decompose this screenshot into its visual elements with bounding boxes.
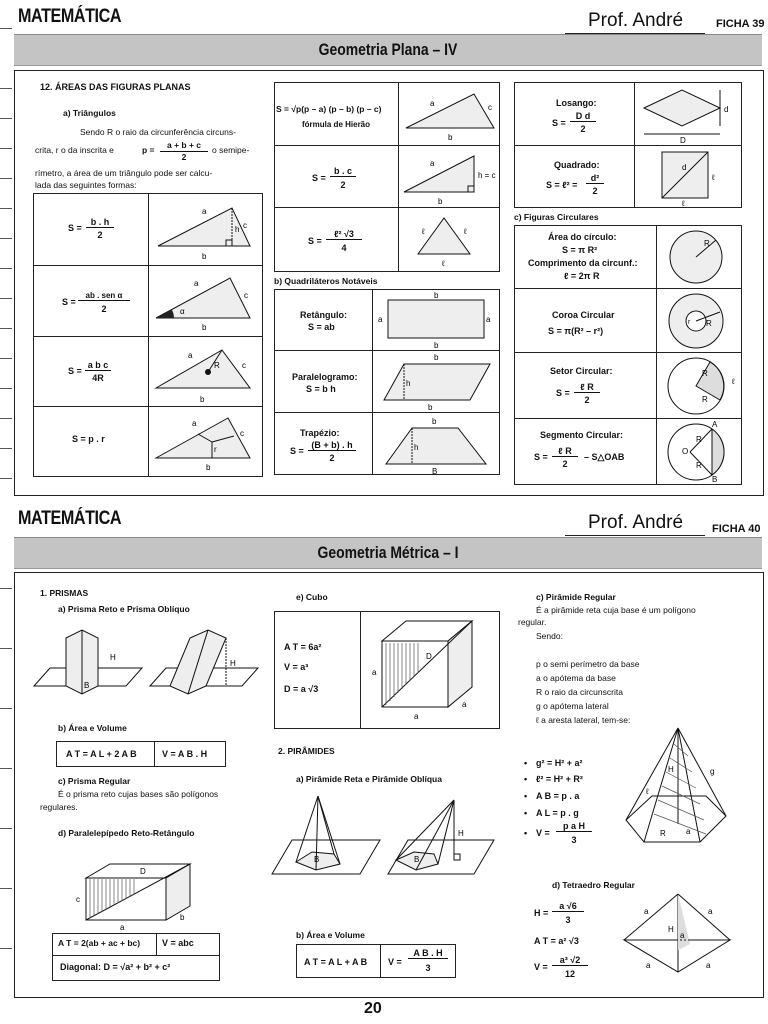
sector-label: Setor Circular: bbox=[550, 366, 613, 376]
formula-den: 4 bbox=[341, 243, 347, 253]
margin-mark bbox=[0, 238, 12, 239]
svg-text:d: d bbox=[724, 105, 729, 114]
pyramids-diagram bbox=[268, 790, 496, 890]
svg-text:R: R bbox=[702, 395, 708, 404]
trapezoid-den: 2 bbox=[329, 453, 335, 463]
circumference-formula: ℓ = 2π R bbox=[564, 271, 600, 281]
prisms-heading: 1. PRISMAS bbox=[40, 588, 89, 598]
cube-diagonal: D = a √3 bbox=[284, 684, 319, 694]
svg-text:g: g bbox=[710, 767, 715, 776]
svg-text:R: R bbox=[704, 239, 710, 248]
svg-text:a: a bbox=[708, 907, 713, 916]
margin-mark bbox=[0, 448, 12, 449]
svg-text:a: a bbox=[646, 961, 651, 970]
regular-pyramid-formula: A L = p . g bbox=[536, 808, 579, 818]
regular-pyramid-text: regular. bbox=[518, 617, 547, 627]
svg-text:c: c bbox=[243, 221, 247, 230]
margin-mark bbox=[0, 828, 12, 829]
svg-text:a: a bbox=[192, 419, 197, 428]
regular-pyramid-formula: ℓ² = H² + R² bbox=[536, 774, 583, 784]
parallelepiped-area: A T = 2(ab + ac + bc) bbox=[58, 938, 141, 948]
pyramid-area: A T = A L + A B bbox=[304, 957, 368, 967]
svg-text:R: R bbox=[214, 361, 220, 370]
divider bbox=[656, 225, 657, 485]
triangles-text: rímetro, a área de um triângulo pode ser calcu- bbox=[35, 168, 213, 178]
svg-text:ℓ: ℓ bbox=[422, 227, 425, 236]
tetrahedron-vol-num: a³ √2 bbox=[552, 955, 588, 966]
margin-mark bbox=[0, 298, 12, 299]
regular-pyramid-def: a o apótema da base bbox=[536, 673, 616, 683]
margin-mark bbox=[0, 588, 12, 589]
triangles-text: Sendo R o raio da circunferência circuns- bbox=[80, 127, 236, 137]
svg-text:a: a bbox=[120, 923, 125, 932]
parallelogram-diagram bbox=[374, 352, 498, 412]
margin-mark bbox=[0, 708, 12, 709]
divider bbox=[154, 741, 155, 767]
rhombus-den: 2 bbox=[580, 124, 586, 134]
parallelepiped-diagram bbox=[76, 862, 200, 934]
tetrahedron-area: A T = a² √3 bbox=[534, 936, 579, 946]
circular-heading: c) Figuras Circulares bbox=[514, 212, 599, 222]
divider bbox=[274, 207, 500, 208]
margin-mark bbox=[0, 118, 12, 119]
divider bbox=[274, 350, 500, 351]
formula-lhs: V = bbox=[534, 962, 548, 972]
regular-prism-text: regulares. bbox=[40, 802, 78, 812]
rectangle-diagram bbox=[374, 290, 498, 350]
title-band bbox=[14, 537, 762, 569]
formula-lhs: S = bbox=[534, 452, 548, 462]
triangle-inradius-diagram bbox=[150, 410, 262, 476]
svg-text:b: b bbox=[202, 323, 207, 332]
pyramid-vol-den: 3 bbox=[425, 963, 431, 973]
subject-title: MATEMÁTICA bbox=[18, 6, 122, 27]
divider bbox=[274, 412, 500, 413]
svg-text:H: H bbox=[230, 659, 236, 668]
regular-pyramid-vol-den: 3 bbox=[571, 835, 577, 845]
rhombus-diagram bbox=[636, 84, 742, 144]
svg-text:B: B bbox=[712, 475, 718, 484]
heron-label: fórmula de Hierão bbox=[302, 120, 371, 129]
circle-area-formula: S = π R² bbox=[562, 245, 598, 255]
svg-text:a: a bbox=[202, 207, 207, 216]
segment-label: Segmento Circular: bbox=[540, 430, 624, 440]
svg-text:a: a bbox=[430, 159, 435, 168]
prisms-diagram bbox=[30, 620, 262, 708]
regular-pyramid-diagram bbox=[618, 724, 742, 854]
divider bbox=[514, 145, 742, 146]
svg-text:B: B bbox=[84, 681, 90, 690]
ficha-number: FICHA 40 bbox=[712, 523, 761, 535]
svg-text:B: B bbox=[432, 467, 438, 476]
svg-text:a: a bbox=[414, 712, 419, 721]
subject-title: MATEMÁTICA bbox=[18, 508, 122, 529]
svg-text:c: c bbox=[240, 429, 244, 438]
svg-text:d: d bbox=[682, 163, 687, 172]
rhombus-name: Losango: bbox=[556, 98, 597, 108]
svg-text:a: a bbox=[680, 931, 685, 940]
svg-text:a: a bbox=[372, 668, 377, 677]
margin-mark bbox=[0, 328, 12, 329]
svg-text:D: D bbox=[426, 652, 432, 661]
formula-den: 2 bbox=[340, 180, 346, 190]
tetrahedron-diagram bbox=[618, 888, 742, 988]
regular-pyramid-def: R o raio da circunscrita bbox=[536, 687, 623, 697]
square-num: d² bbox=[586, 173, 604, 184]
formula-lhs: V = bbox=[388, 957, 402, 967]
svg-text:H: H bbox=[110, 653, 116, 662]
tetrahedron-height-num: a √6 bbox=[552, 901, 584, 912]
formula-lhs: V = bbox=[536, 828, 550, 838]
segment-triangle-term: – S△OAB bbox=[584, 452, 625, 462]
sector-den: 2 bbox=[584, 395, 590, 405]
svg-text:R: R bbox=[696, 435, 702, 444]
svg-text:R: R bbox=[660, 829, 666, 838]
svg-text:b: b bbox=[206, 463, 211, 472]
divider bbox=[514, 352, 742, 353]
divider bbox=[380, 944, 381, 978]
svg-text:r: r bbox=[214, 445, 217, 454]
formula-den: 4R bbox=[92, 373, 104, 383]
svg-text:α: α bbox=[180, 307, 185, 316]
margin-mark bbox=[0, 768, 12, 769]
pyramids-heading: 2. PIRÂMIDES bbox=[278, 746, 335, 756]
prism-area-formula: A T = A L + 2 A B bbox=[66, 749, 137, 759]
sector-diagram bbox=[658, 354, 742, 418]
formula-lhs: S = bbox=[556, 388, 570, 398]
trapezoid-diagram bbox=[374, 414, 498, 476]
divider bbox=[514, 418, 742, 419]
divider bbox=[514, 288, 742, 289]
area-volume-heading: b) Área e Volume bbox=[58, 723, 127, 733]
regular-pyramid-text: É a pirâmide reta cuja base é um polígono bbox=[536, 605, 696, 615]
margin-mark bbox=[0, 388, 12, 389]
regular-prism-heading: c) Prisma Regular bbox=[58, 776, 131, 786]
title-band bbox=[14, 34, 762, 66]
svg-text:R: R bbox=[706, 319, 712, 328]
segment-diagram bbox=[658, 420, 742, 484]
rectangle-formula: S = ab bbox=[308, 322, 335, 332]
svg-text:ℓ: ℓ bbox=[464, 227, 467, 236]
perimeter-label: p = bbox=[142, 145, 155, 155]
margin-mark bbox=[0, 888, 12, 889]
cube-heading: e) Cubo bbox=[296, 592, 328, 602]
svg-text:h: h bbox=[235, 225, 240, 234]
annulus-diagram bbox=[658, 290, 742, 352]
formula-num: ab . sen α bbox=[78, 291, 130, 301]
bullet: • bbox=[524, 808, 528, 818]
cube-area: A T = 6a² bbox=[284, 642, 322, 652]
regular-pyramid-def: p o semi perímetro da base bbox=[536, 659, 640, 669]
svg-text:a: a bbox=[462, 700, 467, 709]
svg-text:B: B bbox=[314, 855, 320, 864]
svg-text:h: h bbox=[406, 379, 411, 388]
parallelogram-formula: S = b h bbox=[306, 384, 336, 394]
svg-text:b: b bbox=[438, 197, 443, 206]
svg-text:h: h bbox=[414, 443, 419, 452]
bullet: • bbox=[524, 791, 528, 801]
svg-text:O: O bbox=[682, 447, 689, 456]
svg-text:H: H bbox=[458, 829, 464, 838]
svg-text:a: a bbox=[486, 315, 491, 324]
regular-prism-text: É o prisma reto cujas bases são polígonos bbox=[58, 789, 219, 799]
pyramids-subheading: a) Pirâmide Reta e Pirâmide Oblíqua bbox=[296, 774, 442, 784]
parallelepiped-heading: d) Paralelepípedo Reto-Retângulo bbox=[58, 828, 195, 838]
triangles-text: lada das seguintes formas: bbox=[35, 180, 137, 190]
svg-text:B: B bbox=[414, 855, 420, 864]
svg-text:h = c: h = c bbox=[478, 171, 496, 180]
svg-text:H: H bbox=[668, 925, 674, 934]
trapezoid-num: (B + b) . h bbox=[308, 440, 356, 451]
triangle-sine-diagram bbox=[150, 270, 262, 336]
divider bbox=[372, 289, 373, 475]
formula-lhs: S = bbox=[68, 366, 82, 376]
bullet: • bbox=[524, 774, 528, 784]
sector-num: ℓ R bbox=[574, 382, 600, 393]
svg-text:c: c bbox=[244, 291, 248, 300]
section-title: 12. ÁREAS DAS FIGURAS PLANAS bbox=[40, 82, 191, 92]
circumference-label: Comprimento da circunf.: bbox=[528, 258, 638, 268]
divider bbox=[634, 82, 635, 208]
parallelepiped-volume: V = abc bbox=[162, 938, 194, 948]
triangle-heron-diagram bbox=[400, 88, 498, 144]
margin-mark bbox=[0, 28, 12, 29]
svg-text:b: b bbox=[432, 417, 437, 426]
margin-mark bbox=[0, 88, 12, 89]
svg-text:D: D bbox=[680, 136, 686, 145]
regular-pyramid-formula: g² = H² + a² bbox=[536, 758, 583, 768]
regular-pyramid-def: ℓ a aresta lateral, tem-se: bbox=[536, 715, 631, 725]
svg-text:ℓ: ℓ bbox=[732, 377, 735, 386]
svg-text:A: A bbox=[712, 420, 718, 429]
svg-text:c: c bbox=[76, 895, 80, 904]
tetrahedron-height-den: 3 bbox=[565, 915, 571, 925]
margin-mark bbox=[0, 178, 12, 179]
heron-formula: S = √p(p – a) (p – b) (p – c) bbox=[276, 104, 382, 114]
square-name: Quadrado: bbox=[554, 160, 600, 170]
svg-text:ℓ: ℓ bbox=[442, 259, 445, 268]
bullet: • bbox=[524, 758, 528, 768]
parallelogram-name: Paralelogramo: bbox=[292, 372, 358, 382]
rectangle-name: Retângulo: bbox=[300, 310, 347, 320]
svg-text:b: b bbox=[202, 252, 207, 261]
svg-text:a: a bbox=[706, 961, 711, 970]
rhombus-num: D d bbox=[570, 111, 596, 122]
triangles-heading: a) Triângulos bbox=[63, 108, 116, 118]
triangles-text: crita, r o da inscrita e bbox=[35, 145, 114, 155]
regular-pyramid-def: g o apótema lateral bbox=[536, 701, 609, 711]
formula-num: a b c bbox=[85, 360, 111, 371]
right-triangle-diagram bbox=[400, 150, 498, 206]
margin-mark bbox=[0, 418, 12, 419]
regular-pyramid-sendo: Sendo: bbox=[536, 631, 563, 641]
formula-num: ℓ² √3 bbox=[326, 229, 362, 240]
svg-text:b: b bbox=[434, 341, 439, 350]
trapezoid-name: Trapézio: bbox=[300, 428, 340, 438]
cube-diagram bbox=[362, 613, 498, 727]
svg-text:b: b bbox=[434, 353, 439, 362]
svg-text:a: a bbox=[686, 827, 691, 836]
pyramid-area-heading: b) Área e Volume bbox=[296, 930, 365, 940]
quadrilaterals-heading: b) Quadriláteros Notáveis bbox=[274, 276, 378, 286]
perimeter-numerator: a + b + c bbox=[160, 140, 208, 152]
tetrahedron-vol-den: 12 bbox=[564, 969, 575, 979]
cube-volume: V = a³ bbox=[284, 662, 309, 672]
prisms-subheading: a) Prisma Reto e Prisma Oblíquo bbox=[58, 604, 190, 614]
triangles-text: o semipe- bbox=[212, 145, 250, 155]
bullet: • bbox=[524, 828, 528, 838]
formula-lhs: S = bbox=[62, 297, 76, 307]
ficha-number: FICHA 39 bbox=[716, 18, 765, 30]
prism-volume-formula: V = A B . H bbox=[162, 749, 208, 759]
svg-text:R: R bbox=[696, 461, 702, 470]
svg-text:a: a bbox=[430, 99, 435, 108]
formula-lhs: S = p . r bbox=[72, 434, 105, 444]
annulus-label: Coroa Circular bbox=[552, 310, 615, 320]
formula-den: 2 bbox=[101, 304, 107, 314]
circle-area-label: Área do círculo: bbox=[548, 232, 617, 242]
teacher-name: Prof. André bbox=[588, 512, 684, 533]
svg-text:D: D bbox=[140, 867, 146, 876]
margin-mark bbox=[0, 148, 12, 149]
margin-mark bbox=[0, 948, 12, 949]
divider bbox=[398, 82, 399, 272]
segment-num: ℓ R bbox=[552, 446, 578, 457]
svg-text:c: c bbox=[242, 361, 246, 370]
margin-mark bbox=[0, 358, 12, 359]
page-title: Geometria Plana – IV bbox=[318, 40, 458, 59]
svg-text:b: b bbox=[200, 395, 205, 404]
regular-pyramid-vol-num: p a H bbox=[556, 821, 592, 832]
formula-lhs: S = bbox=[68, 223, 82, 233]
svg-text:c: c bbox=[488, 103, 492, 112]
triangle-height-diagram bbox=[150, 196, 262, 264]
regular-pyramid-heading: c) Pirâmide Regular bbox=[536, 592, 616, 602]
page-number: 20 bbox=[364, 1000, 382, 1017]
svg-text:ℓ: ℓ bbox=[682, 199, 685, 208]
equilateral-triangle-diagram bbox=[400, 210, 498, 270]
divider bbox=[148, 193, 149, 477]
svg-text:ℓ: ℓ bbox=[712, 173, 715, 182]
formula-den: 2 bbox=[97, 230, 103, 240]
teacher-underline bbox=[565, 535, 705, 536]
svg-text:R: R bbox=[702, 369, 708, 378]
margin-mark bbox=[0, 268, 12, 269]
svg-text:b: b bbox=[448, 133, 453, 142]
svg-text:b: b bbox=[434, 291, 439, 300]
margin-mark bbox=[0, 208, 12, 209]
divider bbox=[274, 145, 500, 146]
square-den: 2 bbox=[592, 186, 598, 196]
triangle-circumradius-diagram bbox=[150, 340, 262, 406]
svg-text:ℓ: ℓ bbox=[646, 787, 649, 796]
regular-pyramid-formula: A B = p . a bbox=[536, 791, 580, 801]
circle-diagram bbox=[658, 226, 742, 288]
formula-lhs: S = bbox=[290, 446, 304, 456]
svg-text:b: b bbox=[428, 403, 433, 412]
perimeter-denominator: 2 bbox=[181, 152, 187, 162]
page-title: Geometria Métrica – I bbox=[317, 543, 459, 562]
svg-text:a: a bbox=[194, 279, 199, 288]
segment-den: 2 bbox=[562, 459, 568, 469]
parallelepiped-diagonal: Diagonal: D = √a² + b² + c² bbox=[60, 962, 171, 972]
square-diagram bbox=[636, 148, 742, 208]
formula-num: b . c bbox=[330, 166, 356, 177]
tetrahedron-heading: d) Tetraedro Regular bbox=[552, 880, 635, 890]
square-formula: S = ℓ² = bbox=[546, 180, 578, 190]
formula-num: b . h bbox=[86, 217, 114, 228]
divider bbox=[156, 933, 157, 955]
margin-mark bbox=[0, 648, 12, 649]
margin-mark bbox=[0, 478, 12, 479]
svg-text:a: a bbox=[378, 315, 383, 324]
svg-text:b: b bbox=[180, 913, 185, 922]
pyramid-vol-num: A B . H bbox=[408, 948, 448, 959]
formula-lhs: H = bbox=[534, 908, 549, 918]
svg-text:a: a bbox=[188, 351, 193, 360]
svg-text:a: a bbox=[644, 907, 649, 916]
divider bbox=[52, 955, 220, 956]
annulus-formula: S = π(R² – r²) bbox=[548, 326, 604, 336]
divider bbox=[360, 611, 361, 729]
teacher-name: Prof. André bbox=[588, 10, 684, 31]
svg-text:r: r bbox=[688, 319, 691, 326]
svg-text:H: H bbox=[668, 765, 674, 774]
